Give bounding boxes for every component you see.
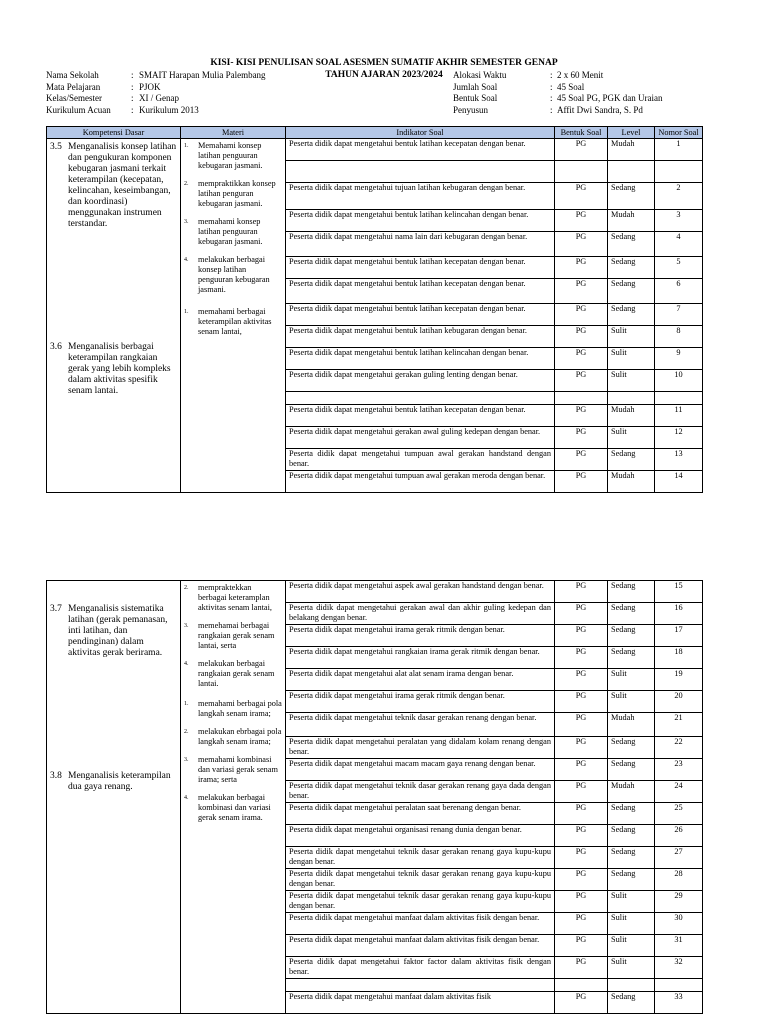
meta-colon: : <box>131 81 134 92</box>
level-cell: Mudah <box>608 781 655 803</box>
kd-text: Menganalisis konsep latihan dan pengukuran komponen kebugaran jasmani terkait keterampilan (kecepatan, kelincahan, keseimbangan, dan koordinasi) menggunakan instrumen terstandar. <box>68 142 177 229</box>
meta-value: 45 Soal <box>557 81 585 92</box>
level-cell: Sulit <box>608 370 655 392</box>
nomor-soal-cell: 28 <box>655 869 703 891</box>
meta-value: Affit Dwi Sandra, S. Pd <box>557 104 643 115</box>
level-cell: Sedang <box>608 869 655 891</box>
nomor-soal-cell: 26 <box>655 825 703 847</box>
materi-number: 3. <box>184 219 189 225</box>
kompetensi-dasar-item <box>50 142 177 230</box>
materi-list <box>184 141 282 337</box>
kd-number: 3.7 <box>50 604 62 614</box>
indikator-soal-cell: Peserta didik dapat mengetahui peralatan saat berenang dengan benar. <box>286 803 555 825</box>
materi-text: mempraktekkan berbagai keteramplan aktivitas senam lantai, <box>198 583 272 612</box>
bentuk-soal-cell <box>555 161 608 183</box>
indikator-soal-cell: Peserta didik dapat mengetahui gerakan awal guling kedepan dengan benar. <box>286 427 555 449</box>
level-cell: Sedang <box>608 647 655 669</box>
level-cell: Sulit <box>608 957 655 979</box>
level-cell <box>608 161 655 183</box>
bentuk-soal-cell: PG <box>555 257 608 279</box>
kompetensi-dasar-list <box>50 604 177 793</box>
kisi-table-page-2 <box>46 580 703 1014</box>
bentuk-soal-cell: PG <box>555 825 608 847</box>
indikator-soal-cell: Peserta didik dapat mengetahui tumpuan awal gerakan meroda dengan benar. <box>286 471 555 493</box>
kompetensi-dasar-item <box>50 342 177 397</box>
header-nomor-soal: Nomor Soal <box>655 127 703 139</box>
bentuk-soal-cell: PG <box>555 781 608 803</box>
materi-cell <box>181 581 286 1014</box>
header-kompetensi-dasar: Kompetensi Dasar <box>47 127 181 139</box>
kompetensi-dasar-cell <box>47 139 181 493</box>
materi-text: memehamai berbagai rangkaian gerak senam lantai, serta <box>198 621 275 650</box>
bentuk-soal-cell <box>555 979 608 992</box>
materi-item <box>184 307 282 337</box>
nomor-soal-cell: 2 <box>655 183 703 210</box>
indikator-soal-cell: Peserta didik dapat mengetahui tujuan latihan kebugaran dengan benar. <box>286 183 555 210</box>
header-level: Level <box>608 127 655 139</box>
materi-item <box>184 793 282 823</box>
indikator-soal-cell: Peserta didik dapat mengetahui organisasi renang dunia dengan benar. <box>286 825 555 847</box>
materi-item <box>184 141 282 171</box>
level-cell: Mudah <box>608 713 655 737</box>
nomor-soal-cell <box>655 392 703 405</box>
level-cell: Sedang <box>608 449 655 471</box>
indikator-soal-cell: Peserta didik dapat mengetahui bentuk latihan kelincahan dengan benar. <box>286 210 555 232</box>
nomor-soal-cell: 23 <box>655 759 703 781</box>
bentuk-soal-cell: PG <box>555 957 608 979</box>
indikator-soal-cell: Peserta didik dapat mengetahui irama gerak ritmik dengan benar. <box>286 625 555 647</box>
level-cell: Sulit <box>608 891 655 913</box>
meta-label: Bentuk Soal <box>453 93 498 103</box>
header-bentuk-soal: Bentuk Soal <box>555 127 608 139</box>
materi-item <box>184 583 282 613</box>
level-cell: Sedang <box>608 992 655 1014</box>
kd-number: 3.5 <box>50 142 62 152</box>
level-cell: Sedang <box>608 581 655 603</box>
bentuk-soal-cell <box>555 392 608 405</box>
meta-label: Nama Sekolah <box>46 70 99 80</box>
indikator-soal-cell: Peserta didik dapat mengetahui irama gerak ritmik dengan benar. <box>286 691 555 713</box>
materi-number: 1. <box>184 309 189 315</box>
level-cell: Sedang <box>608 625 655 647</box>
bentuk-soal-cell: PG <box>555 183 608 210</box>
nomor-soal-cell: 11 <box>655 405 703 427</box>
bentuk-soal-cell: PG <box>555 691 608 713</box>
table-header-row <box>47 127 703 139</box>
indikator-soal-cell: Peserta didik dapat mengetahui gerakan awal dan akhir guling kedepan dan belakang dengan benar. <box>286 603 555 625</box>
materi-item <box>184 621 282 651</box>
bentuk-soal-cell: PG <box>555 669 608 691</box>
materi-item <box>184 179 282 209</box>
materi-number: 4. <box>184 795 189 801</box>
indikator-soal-cell: Peserta didik dapat mengetahui rangkaian irama gerak ritmik dengan benar. <box>286 647 555 669</box>
materi-text: memahami berbagai keterampilan aktivitas senam lantai, <box>198 307 272 336</box>
level-cell: Sulit <box>608 427 655 449</box>
indikator-soal-cell: Peserta didik dapat mengetahui alat alat senam irama dengan benar. <box>286 669 555 691</box>
nomor-soal-cell: 10 <box>655 370 703 392</box>
indikator-soal-cell: Peserta didik dapat mengetahui teknik dasar gerakan renang gaya kupu-kupu dengan benar. <box>286 869 555 891</box>
indikator-soal-cell: Peserta didik dapat mengetahui teknik dasar gerakan renang gaya kupu-kupu dengan benar. <box>286 891 555 913</box>
meta-colon: : <box>550 81 553 92</box>
materi-item <box>184 755 282 785</box>
document-subtitle: TAHUN AJARAN 2023/2024 <box>325 70 443 80</box>
meta-colon: : <box>131 70 134 80</box>
materi-group <box>184 699 282 823</box>
kd-number: 3.8 <box>50 771 62 781</box>
materi-group <box>184 583 282 689</box>
bentuk-soal-cell: PG <box>555 139 608 161</box>
level-cell: Mudah <box>608 471 655 493</box>
kd-text: Menganalisis sistematika latihan (gerak pemanasan, inti latihan, dan pendinginan) dalam aktivitas gerak berirama. <box>68 604 168 658</box>
bentuk-soal-cell: PG <box>555 625 608 647</box>
indikator-soal-cell: Peserta didik dapat mengetahui bentuk latihan kecepatan dengan benar. <box>286 139 555 161</box>
level-cell: Sedang <box>608 825 655 847</box>
materi-number: 2. <box>184 729 189 735</box>
meta-left <box>46 70 376 120</box>
indikator-soal-cell: Peserta didik dapat mengetahui teknik dasar gerakan renang dengan benar. <box>286 713 555 737</box>
indikator-soal-cell: Peserta didik dapat mengetahui nama lain dari kebugaran dengan benar. <box>286 232 555 257</box>
bentuk-soal-cell: PG <box>555 713 608 737</box>
materi-group <box>184 141 282 295</box>
materi-number: 4. <box>184 661 189 667</box>
level-cell: Sedang <box>608 257 655 279</box>
materi-item <box>184 699 282 719</box>
level-cell: Sulit <box>608 669 655 691</box>
bentuk-soal-cell: PG <box>555 405 608 427</box>
bentuk-soal-cell: PG <box>555 737 608 759</box>
indikator-soal-cell: Peserta didik dapat mengetahui teknik dasar gerakan renang gaya dada dengan benar. <box>286 781 555 803</box>
indikator-soal-cell: Peserta didik dapat mengetahui bentuk latihan kelincahan dengan benar. <box>286 348 555 370</box>
nomor-soal-cell: 18 <box>655 647 703 669</box>
bentuk-soal-cell: PG <box>555 370 608 392</box>
indikator-soal-cell: Peserta didik dapat mengetahui aspek awal gerakan handstand dengan benar. <box>286 581 555 603</box>
materi-item <box>184 727 282 747</box>
level-cell: Sedang <box>608 304 655 326</box>
table-row <box>47 139 703 161</box>
meta-colon: : <box>131 93 134 103</box>
level-cell: Sedang <box>608 803 655 825</box>
kompetensi-dasar-list <box>50 142 177 397</box>
meta-value: Kurikulum 2013 <box>139 104 199 115</box>
nomor-soal-cell: 25 <box>655 803 703 825</box>
kd-text: Menganalisis keterampilan dua gaya renang. <box>68 771 171 792</box>
bentuk-soal-cell: PG <box>555 471 608 493</box>
indikator-soal-cell: Peserta didik dapat mengetahui bentuk latihan kecepatan dengan benar. <box>286 279 555 304</box>
bentuk-soal-cell: PG <box>555 992 608 1014</box>
indikator-soal-cell: Peserta didik dapat mengetahui bentuk latihan kecepatan dengan benar. <box>286 257 555 279</box>
materi-group <box>184 307 282 337</box>
indikator-soal-cell: Peserta didik dapat mengetahui macam macam gaya renang dengan benar. <box>286 759 555 781</box>
bentuk-soal-cell: PG <box>555 803 608 825</box>
nomor-soal-cell: 19 <box>655 669 703 691</box>
meta-value: 2 x 60 Menit <box>557 70 604 80</box>
indikator-soal-cell <box>286 161 555 183</box>
bentuk-soal-cell: PG <box>555 427 608 449</box>
meta-value: PJOK <box>139 81 161 92</box>
nomor-soal-cell: 30 <box>655 913 703 935</box>
materi-number: 4. <box>184 257 189 263</box>
kd-number: 3.6 <box>50 342 62 352</box>
bentuk-soal-cell: PG <box>555 647 608 669</box>
indikator-soal-cell: Peserta didik dapat mengetahui gerakan guling lenting dengan benar. <box>286 370 555 392</box>
bentuk-soal-cell: PG <box>555 935 608 957</box>
indikator-soal-cell: Peserta didik dapat mengetahui faktor factor dalam aktivitas fisik dengan benar. <box>286 957 555 979</box>
level-cell: Mudah <box>608 405 655 427</box>
materi-list <box>184 583 282 823</box>
bentuk-soal-cell: PG <box>555 759 608 781</box>
meta-label: Kelas/Semester <box>46 93 102 103</box>
materi-text: memahami berbagai pola langkah senam irama; <box>198 699 282 718</box>
indikator-soal-cell: Peserta didik dapat mengetahui manfaat dalam aktivitas fisik dengan benar. <box>286 935 555 957</box>
bentuk-soal-cell: PG <box>555 348 608 370</box>
table-row <box>47 581 703 603</box>
materi-item <box>184 255 282 295</box>
level-cell: Sedang <box>608 603 655 625</box>
nomor-soal-cell: 14 <box>655 471 703 493</box>
level-cell: Sedang <box>608 759 655 781</box>
indikator-soal-cell: Peserta didik dapat mengetahui bentuk latihan kecepatan dengan benar. <box>286 304 555 326</box>
meta-colon: : <box>550 93 553 103</box>
level-cell: Sedang <box>608 737 655 759</box>
kisi-table-page-1 <box>46 126 703 493</box>
materi-item <box>184 217 282 247</box>
indikator-soal-cell: Peserta didik dapat mengetahui peralatan yang didalam kolam renang dengan benar. <box>286 737 555 759</box>
nomor-soal-cell: 16 <box>655 603 703 625</box>
meta-value: SMAIT Harapan Mulia Palembang <box>139 70 266 80</box>
bentuk-soal-cell: PG <box>555 279 608 304</box>
nomor-soal-cell: 8 <box>655 326 703 348</box>
nomor-soal-cell: 1 <box>655 139 703 161</box>
materi-number: 2. <box>184 181 189 187</box>
meta-value: 45 Soal PG, PGK dan Uraian <box>557 93 663 103</box>
nomor-soal-cell: 21 <box>655 713 703 737</box>
bentuk-soal-cell: PG <box>555 449 608 471</box>
materi-cell <box>181 139 286 493</box>
kompetensi-dasar-item <box>50 771 177 793</box>
materi-number: 3. <box>184 757 189 763</box>
document-title: KISI- KISI PENULISAN SOAL ASESMEN SUMATIF AKHIR SEMESTER GENAP <box>210 58 558 68</box>
level-cell: Sulit <box>608 913 655 935</box>
meta-label: Mata Pelajaran <box>46 81 101 92</box>
materi-number: 1. <box>184 143 189 149</box>
meta-label: Kurikulum Acuan <box>46 104 111 115</box>
nomor-soal-cell: 15 <box>655 581 703 603</box>
bentuk-soal-cell: PG <box>555 581 608 603</box>
level-cell: Sedang <box>608 232 655 257</box>
meta-colon: : <box>131 104 134 115</box>
level-cell: Sulit <box>608 935 655 957</box>
meta-colon: : <box>550 104 553 115</box>
bentuk-soal-cell: PG <box>555 232 608 257</box>
level-cell: Sedang <box>608 847 655 869</box>
nomor-soal-cell: 4 <box>655 232 703 257</box>
nomor-soal-cell: 12 <box>655 427 703 449</box>
indikator-soal-cell: Peserta didik dapat mengetahui bentuk latihan kecepatan dengan benar. <box>286 405 555 427</box>
nomor-soal-cell: 13 <box>655 449 703 471</box>
indikator-soal-cell: Peserta didik dapat mengetahui tumpuan awal gerakan handstand dengan benar. <box>286 449 555 471</box>
nomor-soal-cell: 27 <box>655 847 703 869</box>
kd-text: Menganalisis berbagai keterampilan rangkaian gerak yang lebih kompleks dalam aktivitas spesifik senam lantai. <box>68 342 171 396</box>
level-cell: Sedang <box>608 183 655 210</box>
meta-label: Penyusun <box>453 104 489 115</box>
header-materi: Materi <box>181 127 286 139</box>
materi-text: Memahami konsep latihan penguuran kebugaran jasmani. <box>198 141 263 170</box>
nomor-soal-cell: 9 <box>655 348 703 370</box>
nomor-soal-cell <box>655 979 703 992</box>
nomor-soal-cell: 17 <box>655 625 703 647</box>
indikator-soal-cell <box>286 392 555 405</box>
level-cell: Sulit <box>608 691 655 713</box>
bentuk-soal-cell: PG <box>555 869 608 891</box>
bentuk-soal-cell: PG <box>555 847 608 869</box>
indikator-soal-cell: Peserta didik dapat mengetahui teknik dasar gerakan renang gaya kupu-kupu dengan benar. <box>286 847 555 869</box>
materi-text: melakukan ebrbagai pola langkah senam irama; <box>198 727 282 746</box>
materi-item <box>184 659 282 689</box>
level-cell <box>608 392 655 405</box>
nomor-soal-cell: 6 <box>655 279 703 304</box>
bentuk-soal-cell: PG <box>555 891 608 913</box>
materi-text: memahami konsep latihan penguuran kebugaran jasmani. <box>198 217 263 246</box>
level-cell: Mudah <box>608 210 655 232</box>
materi-number: 1. <box>184 701 189 707</box>
meta-colon: : <box>550 70 553 80</box>
materi-number: 2. <box>184 585 189 591</box>
nomor-soal-cell: 5 <box>655 257 703 279</box>
materi-text: memahami kombinasi dan variasi gerak senam irama; serta <box>198 755 278 784</box>
kompetensi-dasar-item <box>50 604 177 659</box>
materi-number: 3. <box>184 623 189 629</box>
materi-text: melakukan berbagai konsep latihan penguuran kebugaran jasmani. <box>198 255 270 294</box>
nomor-soal-cell: 32 <box>655 957 703 979</box>
level-cell <box>608 979 655 992</box>
nomor-soal-cell: 20 <box>655 691 703 713</box>
level-cell: Sedang <box>608 279 655 304</box>
nomor-soal-cell: 22 <box>655 737 703 759</box>
kompetensi-dasar-cell <box>47 581 181 1014</box>
bentuk-soal-cell: PG <box>555 326 608 348</box>
level-cell: Sulit <box>608 348 655 370</box>
meta-value: XI / Genap <box>139 93 179 103</box>
indikator-soal-cell: Peserta didik dapat mengetahui manfaat dalam aktivitas fisik <box>286 992 555 1014</box>
bentuk-soal-cell: PG <box>555 603 608 625</box>
indikator-soal-cell <box>286 979 555 992</box>
bentuk-soal-cell: PG <box>555 913 608 935</box>
bentuk-soal-cell: PG <box>555 304 608 326</box>
meta-label: Jumlah Soal <box>453 81 498 92</box>
level-cell: Mudah <box>608 139 655 161</box>
nomor-soal-cell: 29 <box>655 891 703 913</box>
nomor-soal-cell: 31 <box>655 935 703 957</box>
header-indikator-soal: Indikator Soal <box>286 127 555 139</box>
nomor-soal-cell <box>655 161 703 183</box>
materi-text: melakukan berbagai kombinasi dan variasi gerak senam irama. <box>198 793 271 822</box>
nomor-soal-cell: 7 <box>655 304 703 326</box>
meta-label: Alokasi Waktu <box>453 70 507 80</box>
bentuk-soal-cell: PG <box>555 210 608 232</box>
indikator-soal-cell: Peserta didik dapat mengetahui bentuk latihan kebugaran dengan benar. <box>286 326 555 348</box>
nomor-soal-cell: 24 <box>655 781 703 803</box>
meta-right <box>453 70 713 120</box>
indikator-soal-cell: Peserta didik dapat mengetahui manfaat dalam aktivitas fisik dengan benar. <box>286 913 555 935</box>
materi-text: melakukan berbagai rangkaian gerak senam lantai. <box>198 659 275 688</box>
nomor-soal-cell: 33 <box>655 992 703 1014</box>
materi-text: mempraktikkan konsep latihan penguran kebugaran jasmani. <box>198 179 276 208</box>
nomor-soal-cell: 3 <box>655 210 703 232</box>
level-cell: Sulit <box>608 326 655 348</box>
